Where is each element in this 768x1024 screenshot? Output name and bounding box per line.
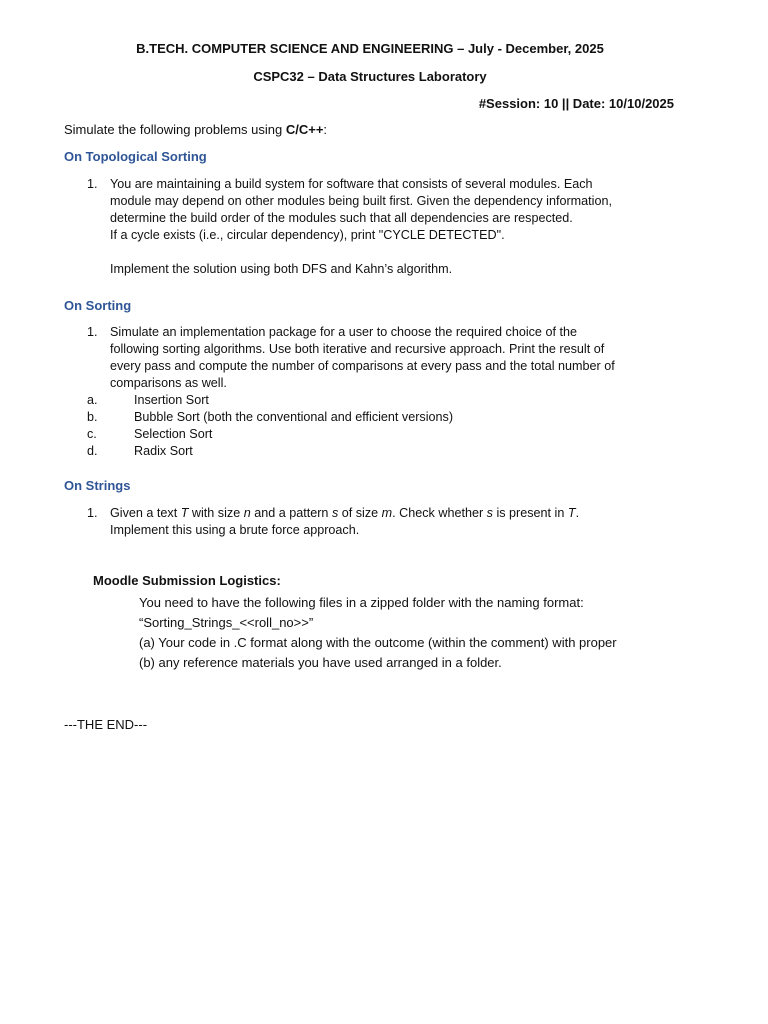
moodle-line: “Sorting_Strings_<<roll_no>>” bbox=[139, 615, 314, 630]
the-end: ---THE END--- bbox=[64, 717, 148, 732]
item-number: 1. bbox=[87, 177, 98, 191]
sub-item: d. Radix Sort bbox=[87, 444, 193, 458]
item-line: Simulate an implementation package for a user to choose the required choice of the bbox=[110, 325, 577, 339]
section-title-sorting: On Sorting bbox=[64, 298, 132, 313]
moodle-instructions bbox=[139, 593, 729, 673]
lab-title: CSPC32 – Data Structures Laboratory bbox=[253, 69, 487, 84]
item-line: Given a text T with size n and a pattern s of size m. Check whether s is present in T. bbox=[110, 506, 580, 520]
sub-item: b. Bubble Sort (both the conventional and efficient versions) bbox=[87, 410, 454, 424]
item-number: 1. bbox=[87, 325, 98, 339]
item-line: module may depend on other modules being built first. Given the dependency information, bbox=[110, 194, 612, 208]
section-title-strings: On Strings bbox=[64, 478, 131, 493]
language-label: C/C++ bbox=[285, 122, 324, 137]
intro-text: Simulate the following problems using C/C++: bbox=[64, 122, 328, 137]
moodle-heading: Moodle Submission Logistics: bbox=[93, 573, 281, 588]
list-item-strings bbox=[87, 505, 697, 539]
section-title-topological: On Topological Sorting bbox=[64, 149, 207, 164]
moodle-line: (a) Your code in .C format along with the outcome (within the comment) with proper bbox=[139, 635, 617, 650]
course-title: B.TECH. COMPUTER SCIENCE AND ENGINEERING – July - December, 2025 bbox=[136, 41, 604, 56]
item-line: following sorting algorithms. Use both iterative and recursive approach. Print the result of bbox=[110, 342, 605, 356]
moodle-line: (b) any reference materials you have used arranged in a folder. bbox=[139, 655, 502, 670]
item-number: 1. bbox=[87, 506, 98, 520]
item-line: comparisons as well. bbox=[110, 376, 227, 390]
item-line: You are maintaining a build system for software that consists of several modules. Each bbox=[110, 177, 593, 191]
item-line: Implement this using a brute force approach. bbox=[110, 523, 360, 537]
moodle-line: You need to have the following files in a zipped folder with the naming format: bbox=[139, 595, 584, 610]
item-note: Implement the solution using both DFS and Kahn’s algorithm. bbox=[110, 262, 453, 276]
item-line: If a cycle exists (i.e., circular dependency), print "CYCLE DETECTED". bbox=[110, 228, 505, 242]
item-line: every pass and compute the number of comparisons at every pass and the total number of bbox=[110, 359, 615, 373]
session-info: #Session: 10 || Date: 10/10/2025 bbox=[478, 96, 674, 111]
sub-item: c. Selection Sort bbox=[87, 427, 213, 441]
list-item-topological bbox=[87, 176, 697, 278]
item-line: determine the build order of the modules such that all dependencies are respected. bbox=[110, 211, 573, 225]
list-item-sorting bbox=[87, 324, 697, 460]
sub-item: a. Insertion Sort bbox=[87, 393, 209, 407]
